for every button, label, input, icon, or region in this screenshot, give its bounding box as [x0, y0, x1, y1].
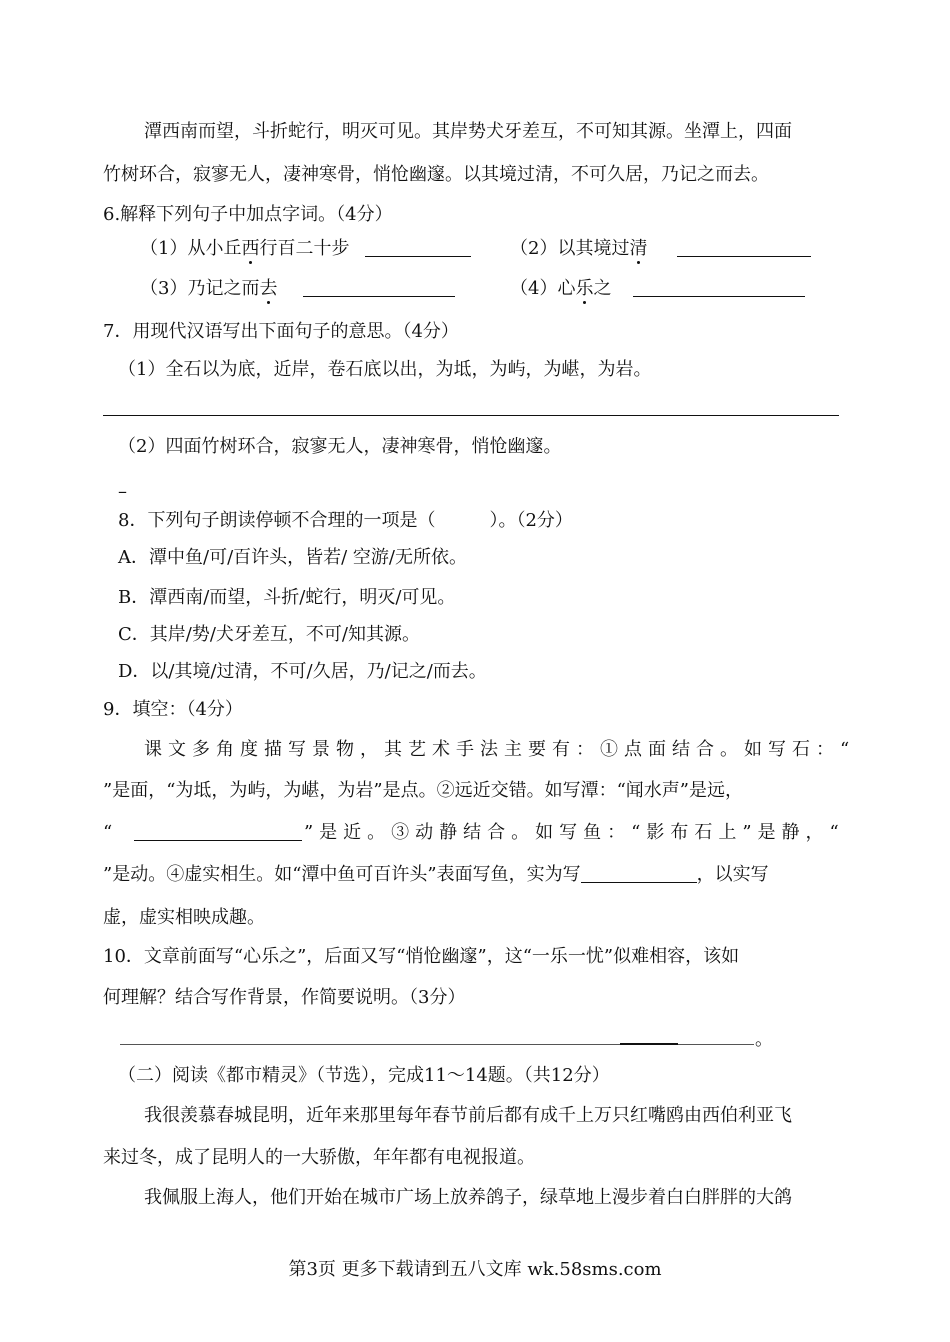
section-2-line: 来过冬，成了昆明人的一大骄傲，年年都有电视报道。	[103, 1147, 535, 1168]
option-c: C．其岸/势/犬牙差互，不可/知其源。	[118, 624, 420, 645]
answer-blank[interactable]	[134, 822, 302, 841]
question-6-item-4: （4）心乐之	[510, 277, 805, 301]
question-9-title: 9．填空：（4分）	[103, 699, 243, 720]
question-8-title: 8．下列句子朗读停顿不合理的一项是（ ）。（2分）	[118, 510, 573, 531]
question-9-line: ”是动。④虚实相生。如“潭中鱼可百许头”表面写鱼，实为写 ，以实写	[103, 864, 769, 885]
dotted-char: 清	[629, 238, 648, 259]
answer-blank[interactable]	[365, 238, 471, 257]
question-6-item-2: （2）以其境过清	[510, 237, 811, 261]
question-7-item-1: （1）全石以为底，近岸，卷石底以出，为坻，为屿，为嵁，为岩。	[118, 359, 652, 380]
dotted-char: 乐	[575, 278, 594, 299]
passage-line: 竹树环合，寂寥无人，凄神寒骨，悄怆幽邃。以其境过清，不可久居，乃记之而去。	[103, 164, 769, 185]
answer-blank[interactable]	[303, 278, 455, 297]
passage-line: 潭西南而望，斗折蛇行，明灭可见。其岸势犬牙差互，不可知其源。坐潭上，四面	[144, 121, 792, 142]
question-10-line: 何理解？结合写作背景，作简要说明。（3分）	[103, 987, 466, 1008]
question-7-title: 7．用现代汉语写出下面句子的意思。（4分）	[103, 321, 459, 342]
option-b: B．潭西南/而望，斗折/蛇行，明灭/可见。	[118, 587, 456, 608]
dotted-char: 西	[241, 238, 260, 259]
section-2-line: 我很羡慕春城昆明，近年来那里每年春节前后都有成千上万只红嘴鸥由西伯利亚飞	[144, 1105, 792, 1126]
question-6-item-1: （1）从小丘西行百二十步	[140, 237, 471, 261]
section-2-title: （二）阅读《都市精灵》（节选），完成11～14题。（共12分）	[118, 1065, 610, 1086]
section-2-line: 我佩服上海人，他们开始在城市广场上放养鸽子，绿草地上漫步着白白胖胖的大鸽	[144, 1187, 792, 1208]
question-10-line: 10．文章前面写“心乐之”，后面又写“悄怆幽邃”，这“一乐一忧”似难相容，该如	[103, 946, 740, 967]
question-7-item-2: （2）四面竹树环合，寂寥无人，凄神寒骨，悄怆幽邃。	[118, 436, 562, 457]
answer-blank[interactable]	[677, 238, 811, 257]
page-footer: 第3页 更多下载请到五八文库 wk.58sms.com	[288, 1259, 662, 1280]
question-9-line: ”是面，“为坻，为屿，为嵁，为岩”是点。②远近交错。如写潭：“闻水声”是远，	[103, 780, 744, 801]
question-9-line: 虚，虚实相映成趣。	[103, 907, 265, 928]
question-6-title: 6.解释下列句子中加点字词。（4分）	[103, 204, 393, 225]
answer-dash: –	[118, 481, 127, 502]
question-9-line: “ ”是近。③动静结合。如写鱼：“影布石上”是静，“	[103, 822, 845, 843]
answer-end-mark: 。	[755, 1029, 773, 1050]
question-6-item-3: （3）乃记之而去	[140, 277, 455, 301]
answer-line[interactable]	[103, 415, 839, 416]
answer-line-mark	[620, 1043, 678, 1045]
answer-blank[interactable]	[633, 278, 805, 297]
dotted-char: 去	[259, 278, 278, 299]
option-d: D．以/其境/过清，不可/久居，乃/记之/而去。	[118, 661, 487, 682]
question-9-line: 课文多角度描写景物，其艺术手法主要有：①点面结合。如写石：“	[144, 739, 856, 760]
answer-blank[interactable]	[581, 864, 697, 883]
option-a: A．潭中鱼/可/百许头，皆若/ 空游/无所依。	[118, 547, 467, 568]
